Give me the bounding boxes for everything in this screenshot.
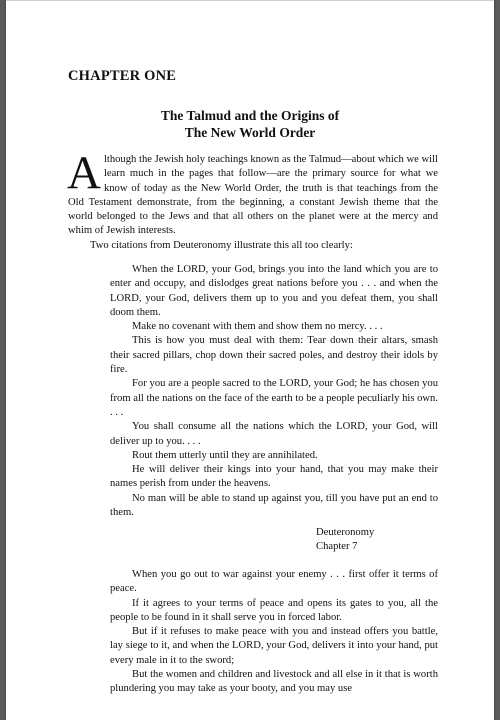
page-top-edge [6, 0, 494, 1]
quote1-paragraph: Make no covenant with them and show them no mercy. . . . [132, 321, 383, 333]
intro-paragraph-1 [67, 147, 438, 239]
drop-cap: A [67, 147, 101, 199]
quote1-paragraph: No man will be able to stand up against you, till you have put an end to them. [110, 492, 438, 519]
quote2-paragraph: When you go out to war against your enemy . . . first offer it terms of peace. [110, 569, 438, 595]
quote1-paragraph: This is how you must deal with them: Tear down their altars, smash their sacred pillars, chop down their sacred poles, and destroy their idols by fire. [110, 335, 438, 376]
quote1-paragraph: When the LORD, your God, brings you into the land which you are to enter and occupy, and dislodges great nations before you . . . and when the LORD, your God, delivers them up to you and you defeat them, you shall doom them. [110, 264, 438, 318]
chapter-title-line-2: The New World Order [184, 125, 316, 140]
quote2-paragraph: But the women and children and livestock and all else in it that is worth plundering you may take as your booty, and you may use [110, 669, 438, 695]
quote1-paragraph: He will deliver their kings into your hand, that you may make their names perish from under the heavens. [110, 464, 438, 490]
chapter-title-line-1: The Talmud and the Origins of [160, 108, 340, 123]
intro-section [67, 147, 438, 253]
block-quote-2 [110, 568, 438, 697]
quote2-paragraph: If it agrees to your terms of peace and opens its gates to you, all the people to be found in it shall serve you in forced labor. [110, 597, 438, 623]
document-page [6, 0, 494, 720]
quote1-paragraph: Rout them utterly until they are annihilated. [132, 449, 318, 461]
chapter-heading: CHAPTER ONE [68, 68, 177, 84]
citation-chapter: Chapter 7 [316, 541, 358, 553]
intro-paragraph-2: Two citations from Deuteronomy illustrate this all too clearly: [90, 239, 353, 251]
quote1-paragraph: You shall consume all the nations which the LORD, your God, will deliver up to you. . . . [110, 421, 438, 447]
citation [316, 526, 374, 555]
citation-book: Deuteronomy [316, 527, 375, 538]
quote1-paragraph: For you are a people sacred to the LORD, your God; he has chosen you from all the nations on the face of the earth to be a people peculiarly his own. . . . [110, 378, 438, 418]
block-quote-1 [110, 263, 438, 520]
quote2-paragraph: But if it refuses to make peace with you and instead offers you battle, lay siege to it, and when the LORD, your God, delivers it into your hand, put every male in it to the sword; [110, 626, 438, 666]
intro-paragraph-1-text: lthough the Jewish holy teachings known as the Talmud—about which we will learn much in the pages that follow—are the primary source for what we know of today as the New World Order, the truth is that teachings from the Old Testament demonstrate, from the beginning, a constant Jewish theme that the world belonged to the Jews and that all others on the planet were at the mercy and whim of Jewish interests. [68, 154, 438, 237]
chapter-title [6, 107, 494, 141]
